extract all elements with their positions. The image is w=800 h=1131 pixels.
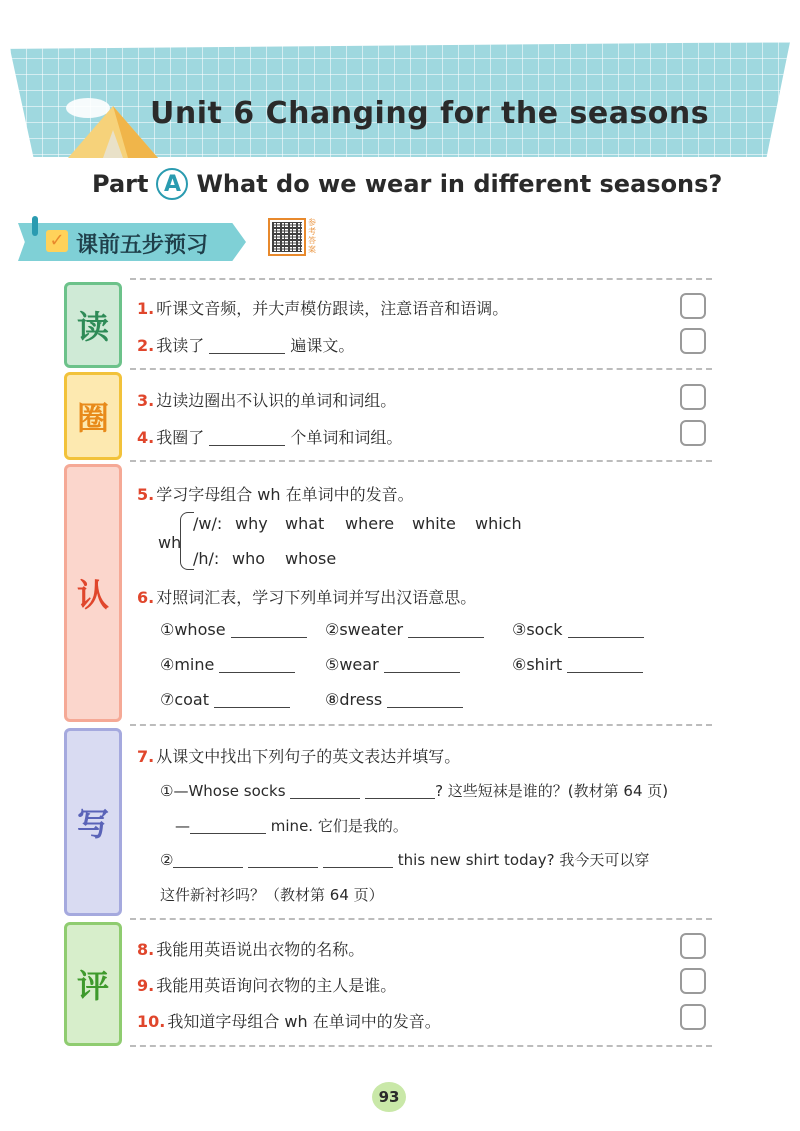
blank-field[interactable]	[567, 657, 643, 673]
item-8: 8. 我能用英语说出衣物的名称。	[137, 940, 365, 959]
tab-recognize: 认	[64, 464, 122, 722]
part-label: Part	[92, 170, 149, 198]
item-10: 10. 我知道字母组合 wh 在单词中的发音。	[137, 1012, 441, 1031]
w-sound: /w/:	[193, 514, 223, 533]
divider	[130, 724, 712, 726]
answer-1: — mine. 它们是我的。	[175, 817, 408, 835]
checkbox-item-10[interactable]	[680, 1004, 706, 1030]
vocab-item: ⑥shirt	[512, 655, 643, 674]
checkbox-item-2[interactable]	[680, 328, 706, 354]
part-letter-badge: A	[156, 168, 188, 200]
qr-code-icon[interactable]	[268, 218, 306, 256]
divider	[130, 1045, 712, 1047]
item-1: 1. 听课文音频，并大声模仿跟读，注意语音和语调。	[137, 299, 509, 318]
qr-label: 参考答案	[308, 218, 316, 254]
divider	[130, 368, 712, 370]
item-5: 5. 学习字母组合 wh 在单词中的发音。	[137, 485, 414, 504]
checkbox-item-9[interactable]	[680, 968, 706, 994]
question-1: ①—Whose socks ? 这些短袜是谁的？(教材第 64 页)	[160, 782, 669, 800]
item-4: 4. 我圈了 个单词和词组。	[137, 428, 403, 447]
blank-field[interactable]	[248, 852, 318, 868]
blank-field[interactable]	[231, 622, 307, 638]
blank-field[interactable]	[214, 692, 290, 708]
vocab-item: ①whose	[160, 620, 307, 639]
wh-label: wh	[158, 533, 182, 552]
word-which: which	[475, 514, 522, 533]
word-where: where	[345, 514, 395, 533]
page-number: 93	[372, 1082, 406, 1112]
ribbon-title: 课前五步预习	[76, 233, 209, 258]
tab-evaluate: 评	[64, 922, 122, 1046]
word-white: white	[412, 514, 456, 533]
blank-field[interactable]	[209, 430, 285, 446]
blank-field[interactable]	[219, 657, 295, 673]
item-9: 9. 我能用英语询问衣物的主人是谁。	[137, 976, 397, 995]
divider	[130, 918, 712, 920]
item-2: 2. 我读了 遍课文。	[137, 336, 355, 355]
vocab-item: ③sock	[512, 620, 644, 639]
tab-write: 写	[64, 728, 122, 916]
part-heading	[92, 168, 722, 200]
blank-field[interactable]	[290, 783, 360, 799]
checkbox-item-3[interactable]	[680, 384, 706, 410]
vocab-item: ⑧dress	[325, 690, 463, 709]
question-2: ② this new shirt today? 我今天可以穿	[160, 851, 650, 869]
blank-field[interactable]	[173, 852, 243, 868]
word-who: who	[232, 549, 266, 568]
word-what: what	[285, 514, 325, 533]
ribbon-pin	[32, 216, 38, 236]
word-why: why	[235, 514, 268, 533]
vocab-item: ④mine	[160, 655, 295, 674]
vocab-item: ②sweater	[325, 620, 484, 639]
blank-field[interactable]	[209, 338, 285, 354]
blank-field[interactable]	[384, 657, 460, 673]
check-icon: ✓	[46, 230, 68, 252]
blank-field[interactable]	[568, 622, 644, 638]
tab-circle: 圈	[64, 372, 122, 460]
blank-field[interactable]	[190, 818, 266, 834]
part-title: What do we wear in different seasons?	[196, 170, 723, 198]
unit-title: Unit 6 Changing for the seasons	[150, 96, 710, 131]
checkbox-item-8[interactable]	[680, 933, 706, 959]
blank-field[interactable]	[387, 692, 463, 708]
checkbox-item-4[interactable]	[680, 420, 706, 446]
divider	[130, 278, 712, 280]
item-6: 6. 对照词汇表，学习下列单词并写出汉语意思。	[137, 588, 477, 607]
item-3: 3. 边读边圈出不认识的单词和词组。	[137, 391, 397, 410]
vocab-item: ⑤wear	[325, 655, 460, 674]
blank-field[interactable]	[323, 852, 393, 868]
h-sound: /h/:	[193, 549, 220, 568]
blank-field[interactable]	[408, 622, 484, 638]
checkbox-item-1[interactable]	[680, 293, 706, 319]
blank-field[interactable]	[365, 783, 435, 799]
divider	[130, 460, 712, 462]
vocab-item: ⑦coat	[160, 690, 290, 709]
brace	[180, 512, 194, 570]
item-7: 7. 从课文中找出下列句子的英文表达并填写。	[137, 747, 461, 766]
tab-read: 读	[64, 282, 122, 368]
question-2-continued: 这件新衬衫吗？（教材第 64 页）	[160, 886, 384, 904]
word-whose: whose	[285, 549, 337, 568]
